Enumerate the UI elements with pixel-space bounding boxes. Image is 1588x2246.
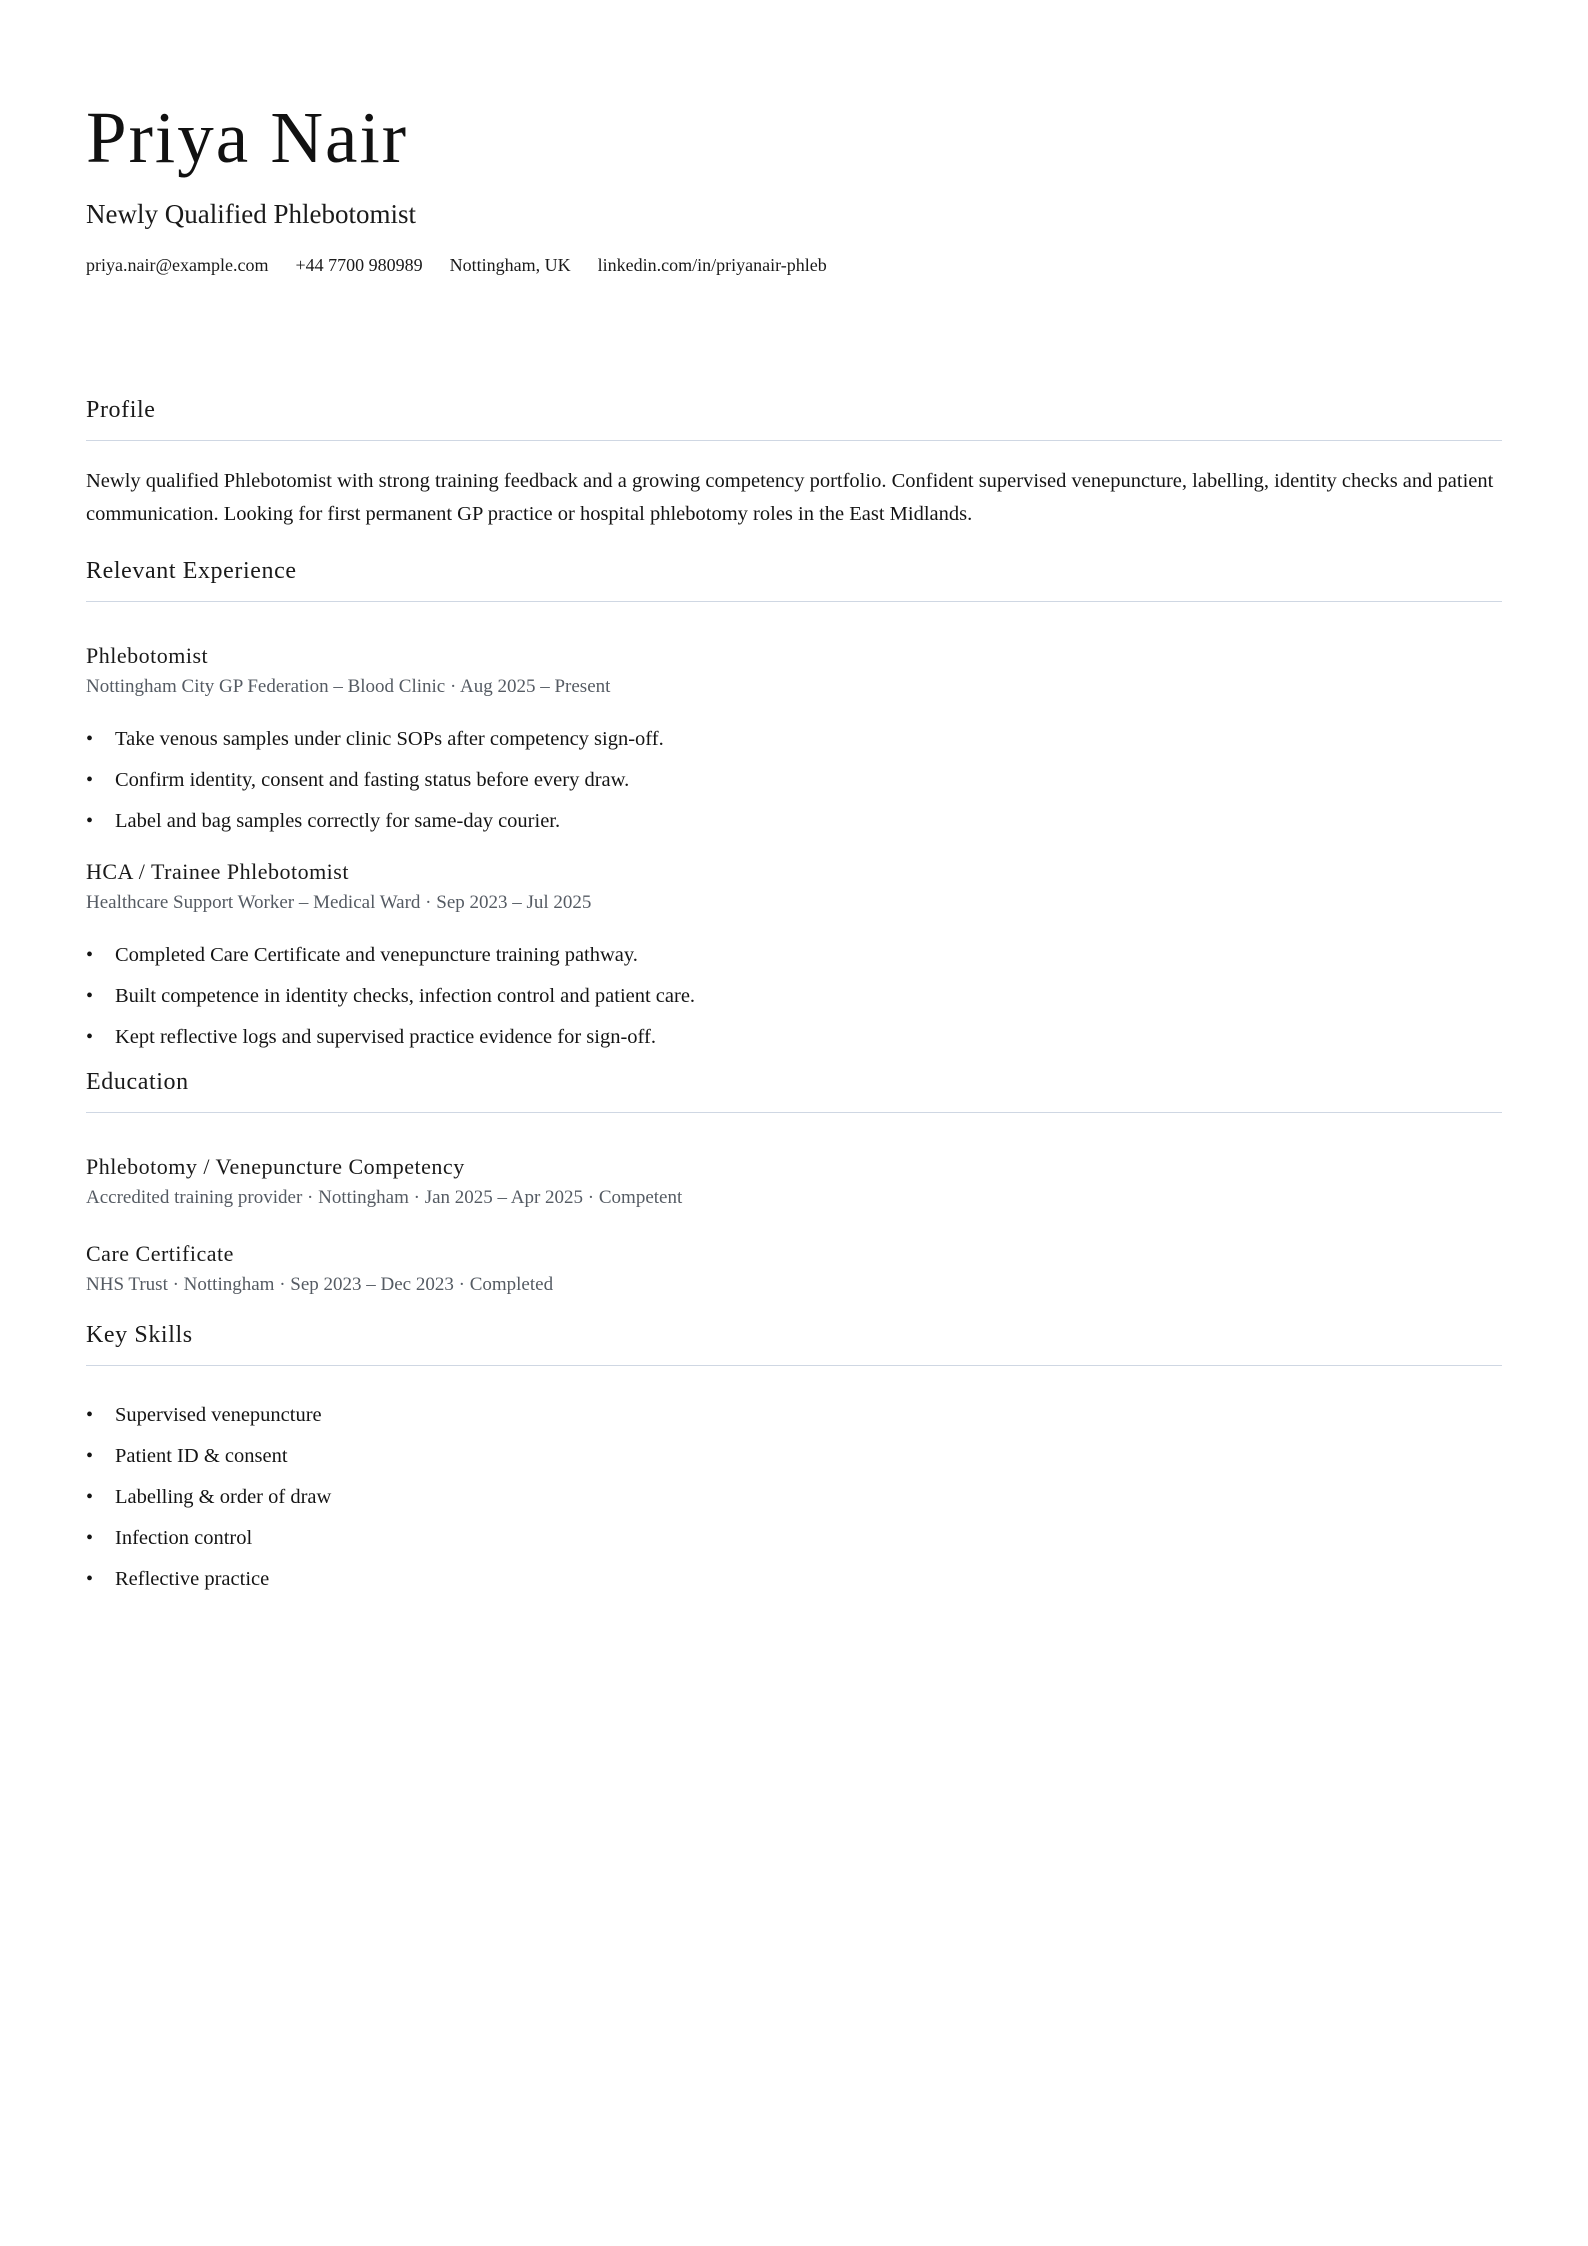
entry-meta: Accredited training provider · Nottingham · Jan 2025 – Apr 2025 · Competent [86, 1187, 683, 1208]
list-item-text: Label and bag samples correctly for same-day courier. [115, 810, 561, 832]
skill-text: Patient ID & consent [115, 1445, 288, 1467]
bullet-icon: • [86, 1486, 94, 1508]
skills-section [86, 1319, 1502, 1592]
experience-section [86, 555, 1502, 1050]
list-item [86, 1443, 1502, 1469]
bullet-icon: • [86, 1568, 94, 1590]
list-item-text: Kept reflective logs and supervised practice evidence for sign-off. [115, 1026, 656, 1048]
list-item [86, 767, 1502, 793]
experience-entry [86, 858, 1502, 1050]
bullet-icon: • [86, 985, 94, 1007]
list-item [86, 1402, 1502, 1428]
list-item-text: Completed Care Certificate and venepuncture training pathway. [115, 944, 638, 966]
profile-summary: Newly qualified Phlebotomist with strong training feedback and a growing competency portfolio. Confident supervised venepuncture, labelling, identity checks and patient communication. Looking for first permanent GP practice or hospital phlebotomy roles in the East Midlands. [86, 470, 1494, 525]
skill-text: Reflective practice [115, 1568, 270, 1590]
list-item-text: Take venous samples under clinic SOPs after competency sign-off. [115, 728, 664, 750]
skill-text: Infection control [115, 1527, 253, 1549]
contact-linkedin: linkedin.com/in/priyanair-phleb [597, 255, 827, 275]
entry-title: Phlebotomy / Venepuncture Competency [86, 1154, 465, 1179]
section-heading-experience: Relevant Experience [86, 555, 1502, 602]
contact-phone: +44 7700 980989 [295, 255, 423, 275]
section-heading-profile: Profile [86, 394, 1502, 441]
education-entry [86, 1240, 1502, 1297]
list-item-text: Built competence in identity checks, infection control and patient care. [115, 985, 696, 1007]
bullet-icon: • [86, 1445, 94, 1467]
bullet-icon: • [86, 810, 94, 832]
list-item [86, 1525, 1502, 1551]
list-item [86, 808, 1502, 834]
contact-bar [86, 253, 1502, 277]
skill-text: Supervised venepuncture [115, 1404, 322, 1426]
bullet-icon: • [86, 1026, 94, 1048]
section-heading-skills: Key Skills [86, 1319, 1502, 1366]
list-item [86, 1484, 1502, 1510]
education-section [86, 1066, 1502, 1297]
bullet-list [86, 726, 1502, 834]
section-heading-education: Education [86, 1066, 1502, 1113]
bullet-icon: • [86, 728, 94, 750]
candidate-name: Priya Nair [86, 97, 409, 178]
entry-title: HCA / Trainee Phlebotomist [86, 859, 349, 884]
list-item [86, 726, 1502, 752]
list-item [86, 942, 1502, 968]
list-item-text: Confirm identity, consent and fasting status before every draw. [115, 769, 630, 791]
experience-entry [86, 642, 1502, 834]
entry-meta: Healthcare Support Worker – Medical Ward · Sep 2023 – Jul 2025 [86, 892, 592, 913]
profile-section [86, 394, 1502, 531]
bullet-icon: • [86, 1404, 94, 1426]
skill-text: Labelling & order of draw [115, 1486, 332, 1508]
contact-location: Nottingham, UK [449, 255, 571, 275]
bullet-icon: • [86, 769, 94, 791]
entry-title: Care Certificate [86, 1241, 234, 1266]
skills-list [86, 1402, 1502, 1592]
list-item [86, 1024, 1502, 1050]
bullet-icon: • [86, 1527, 94, 1549]
entry-meta: Nottingham City GP Federation – Blood Clinic · Aug 2025 – Present [86, 676, 611, 697]
contact-email: priya.nair@example.com [86, 255, 269, 275]
bullet-icon: • [86, 944, 94, 966]
list-item [86, 1566, 1502, 1592]
entry-meta: NHS Trust · Nottingham · Sep 2023 – Dec 2023 · Completed [86, 1274, 554, 1295]
entry-title: Phlebotomist [86, 643, 209, 668]
job-title: Newly Qualified Phlebotomist [86, 199, 416, 229]
list-item [86, 983, 1502, 1009]
education-entry [86, 1153, 1502, 1210]
bullet-list [86, 942, 1502, 1050]
